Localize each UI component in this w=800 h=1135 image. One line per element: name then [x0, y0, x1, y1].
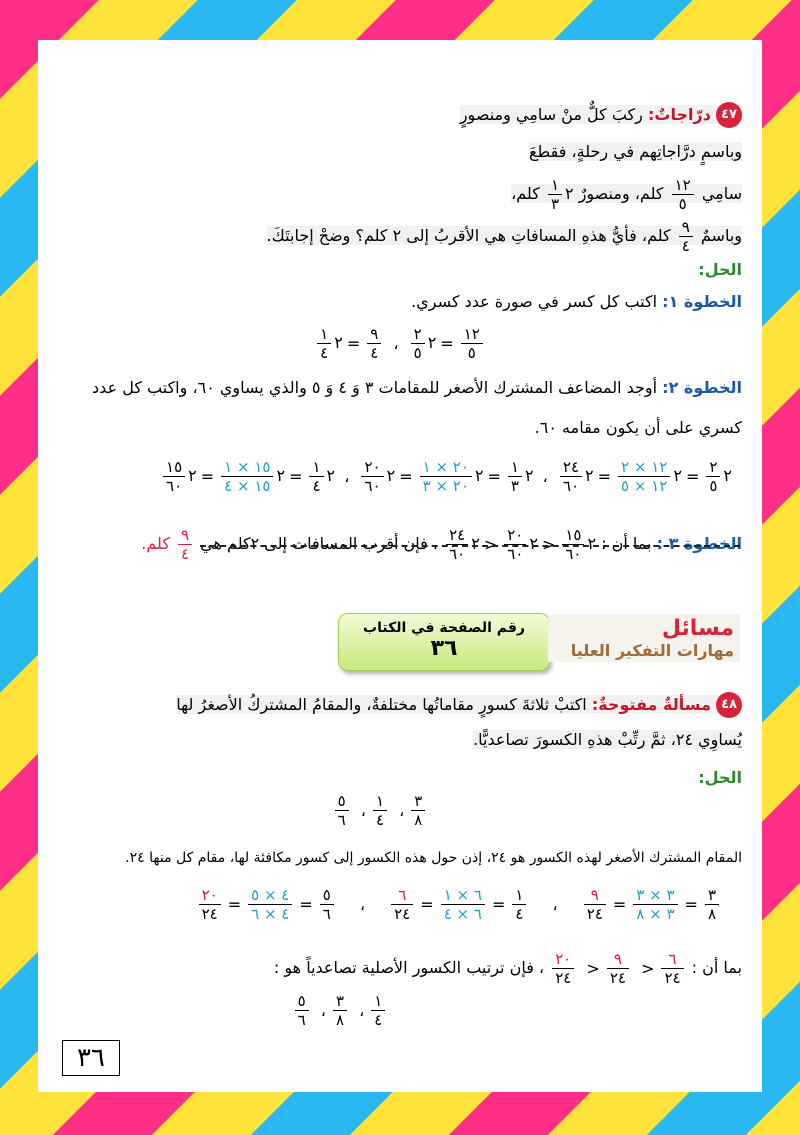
- dashed-divider: [200, 545, 740, 547]
- order-text-a: بما أن :: [691, 958, 742, 977]
- order-line: بما أن : $\frac{٦}{٢٤}$ < $\frac{٩}{٢٤}$ < $\frac{٢٠}{٢٤}$ ، فإن ترتيب الكسور الأصلية تصاعدياً هو :: [273, 950, 742, 987]
- book-page-number: ٣٦: [430, 636, 458, 661]
- page-sheet: [38, 40, 762, 1092]
- step1: [38, 292, 742, 311]
- problem47-text-line2: وباسمٍ درَّاجاتِهم في رحلةٍ، فقطعَ: [528, 142, 742, 161]
- step3: الخطوة ٣ : بما أن : ٢ $\frac{١٥}{٦٠}$ <٢ $\frac{٢٠}{٦٠}$ <٢ $\frac{٢٤}{٦٠}$ ، فإن أقرب المسافات إلى ٢كلم هي $\frac{٩}{٤}$ كلم.: [141, 526, 742, 563]
- step1-text: اكتب كل كسر في صورة عدد كسري.: [411, 292, 658, 311]
- solution2-label: الحل:: [698, 768, 742, 787]
- step1-label: الخطوة ١:: [662, 292, 742, 311]
- problem47-text-line4a: وباسمٌ: [700, 226, 742, 245]
- step2-text: أوجد المضاعف المشترك الأصغر للمقامات ٣ وَ ٤ وَ ٥ والذي يساوي ٦٠، واكتب كل عدد: [92, 378, 658, 397]
- fraction-12-5: $\frac{١٢}{٥}$: [672, 176, 694, 213]
- problem47-line2: [158, 142, 742, 161]
- lcd-text: المقام المشترك الأصغر لهذه الكسور هو ٢٤، إذن حول هذه الكسور إلى كسور مكافئة لها، مقام كل منها ٢٤.: [125, 850, 742, 866]
- problem-number-badge: ٤٨: [716, 692, 742, 718]
- step3-text-a: بما أن :: [601, 534, 652, 553]
- problem47-text-line3c: كلم،: [511, 184, 540, 203]
- step3-answer-unit: كلم.: [141, 534, 170, 553]
- problem48-equations: $\frac{٣}{٨}$ = $\frac{٣ \times ٣}{٣ \times ٨}$ = $\frac{٩}{٢٤}$ ، $\frac{١}{٤}$ = $\frac{٦ \times ١}{٦ \times ٤}$ = $\frac{٦}{٢٤}$ ، $\frac{٥}{٦}$ = $\frac{٤ \times ٥}{٤ \times ٦}$ = $\frac{٢٠}{٢٤}$: [78, 886, 722, 923]
- problem48-title: مسألةٌ مفتوحةٌ:: [591, 694, 711, 714]
- problem47-text-line3a: سامِي: [701, 184, 742, 203]
- step2: [58, 378, 742, 397]
- book-page-label: رقم الصفحة في الكتاب: [363, 620, 525, 636]
- problem48-fractions: $\frac{٣}{٨}$ ، $\frac{١}{٤}$ ، $\frac{٥}{٦}$: [38, 792, 762, 829]
- fraction-1-3: $\frac{١}{٣}$: [548, 176, 562, 213]
- fraction-9-4: $\frac{٩}{٤}$: [679, 218, 693, 255]
- section-subtitle: مهارات التفكير العليا: [570, 641, 734, 660]
- problem47-line3: سامِي $\frac{١٢}{٥}$ كلم، ومنصورٌ ٢ $\frac{١}{٣}$ كلم،: [511, 176, 742, 213]
- problem47-line1: [158, 102, 742, 128]
- problem-number-badge: ٤٧: [716, 102, 742, 128]
- problem48-line2: [38, 730, 742, 749]
- step1-equations: $\frac{١٢}{٥}$ =٢ $\frac{٢}{٥}$ ، $\frac{٩}{٤}$ =٢ $\frac{١}{٤}$: [38, 325, 762, 362]
- section-title: مسائل: [661, 616, 734, 641]
- order-text-b: ، فإن ترتيب الكسور الأصلية تصاعدياً هو :: [273, 958, 545, 977]
- step3-label: الخطوة ٣ :: [656, 534, 742, 553]
- problem47-text-line4b: كلم، فأيُّ هذهِ المسافاتِ هي الأقربُ إلى ٢ كلم؟ وضحْ إجابتَكَ.: [266, 226, 671, 245]
- problem48-text-line2: يُساوِي ٢٤، ثمَّ رتِّبْ هذهِ الكسورَ تصاعديًّا.: [473, 730, 742, 749]
- problem47-title: درّاجاتٌ:: [647, 104, 711, 124]
- problem47-line4: [158, 218, 742, 255]
- problem48-text-line1: اكتبْ ثلاثةَ كسورٍ مقاماتُها مختلفةٌ، والمقامُ المشتركُ الأصغرُ لها: [176, 694, 587, 714]
- step2-equations: ٢ $\frac{٢}{٥}$ =٢ $\frac{١٢ \times ٢}{١٢ \times ٥}$ =٢ $\frac{٢٤}{٦٠}$ ، ٢ $\frac{١}{٣}$ =٢ $\frac{٢٠ \times ١}{٢٠ \times ٣}$ =٢ $\frac{٢٠}{٦٠}$ ، ٢ $\frac{١}{٤}$ =٢ $\frac{١٥ \times ١}{١٥ \times ٤}$ =٢ $\frac{١٥}{٦٠}$: [58, 458, 732, 495]
- problem48-line1: [58, 692, 742, 718]
- book-page-box: [338, 613, 550, 671]
- step3-text-b: ، فإن أقرب المسافات إلى ٢كلم هي: [200, 534, 439, 553]
- solution-label: الحل:: [698, 260, 742, 279]
- problem47-text-line3b: كلم، ومنصورٌ: [578, 184, 664, 203]
- section-header: [548, 614, 740, 662]
- step2-label: الخطوة ٢:: [662, 378, 742, 397]
- ordered-fractions: $\frac{١}{٤}$ ، $\frac{٣}{٨}$ ، $\frac{٥}{٦}$: [38, 992, 762, 1029]
- problem47-text-line1: ركبَ كلٌّ منْ سامِي ومنصورٍ: [459, 104, 643, 124]
- step2-line2: كسري على أن يكون مقامه ٦٠.: [534, 418, 742, 437]
- page-number: ٣٦: [62, 1040, 120, 1076]
